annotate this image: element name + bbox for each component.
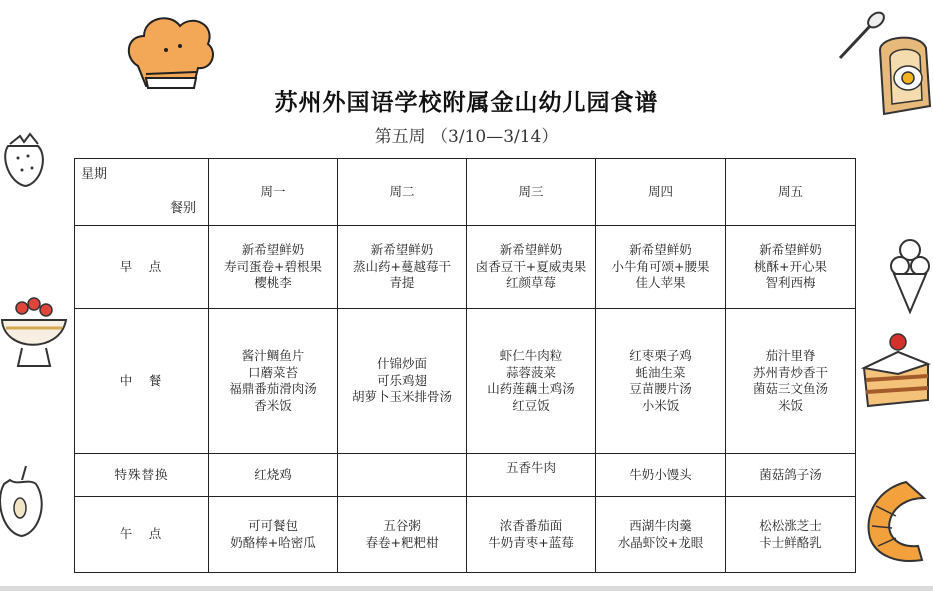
dish-item: 水晶虾饺+龙眼 [617, 534, 704, 550]
dish-item: 蒸山药+蔓越莓干 [353, 258, 451, 274]
menu-table [74, 158, 856, 573]
dish-item: 山药莲藕土鸡汤 [487, 381, 575, 396]
menu-cell [338, 309, 467, 454]
day-header-fri: 周五 [726, 159, 856, 226]
dish-item: 豆苗腰片汤 [629, 381, 692, 396]
menu-cell [726, 309, 856, 454]
meal-label-breakfast: 早 点 [75, 226, 209, 309]
day-header-thu: 周四 [596, 159, 726, 226]
dish-item: 佳人苹果 [635, 275, 686, 291]
menu-cell [726, 497, 856, 573]
dish-item: 青提 [389, 275, 415, 291]
meal-label-lunch: 中 餐 [75, 309, 209, 454]
menu-cell [596, 226, 726, 309]
dish-item: 奶酪棒+哈密瓜 [230, 534, 316, 550]
menu-cell [596, 309, 726, 454]
dish-item: 红颜草莓 [505, 275, 556, 291]
corner-cell [75, 159, 209, 226]
dish-item: 什锦炒面 [376, 356, 427, 372]
dish-item: 酱汁鲷鱼片 [241, 348, 305, 363]
dish-item: 红豆饭 [512, 397, 550, 413]
dish-item: 福鼎番茄滑肉汤 [229, 381, 317, 396]
dish-item: 春卷+粑粑柑 [365, 534, 439, 550]
cake-icon [858, 330, 933, 412]
page-title: 苏州外国语学校附属金山幼儿园食谱 [274, 89, 659, 116]
dish-item: 口蘑菜苔 [247, 364, 298, 380]
menu-cell [338, 226, 467, 309]
dish-item: 卡士鲜酪乳 [759, 534, 822, 550]
ice-cream-icon [888, 236, 933, 316]
menu-cell [209, 454, 338, 497]
day-header-mon: 周一 [209, 159, 338, 226]
chef-hat-icon [120, 8, 220, 90]
dish-item: 蒜蓉菠菜 [505, 364, 556, 380]
dish-item: 智利西梅 [765, 275, 816, 291]
dish-item: 樱桃李 [254, 275, 292, 291]
dish-item: 小牛角可颂+腰果 [611, 258, 710, 274]
fruit-bowl-icon [0, 292, 70, 372]
menu-cell [467, 454, 596, 497]
dish-item: 小米饭 [641, 397, 680, 413]
menu-cell [596, 454, 726, 497]
week-subtitle: 第五周 （3/10—3/14） [374, 127, 559, 147]
dish-item: 可可餐包 [247, 518, 298, 533]
table-row [75, 497, 856, 573]
menu-cell [726, 454, 856, 497]
table-row [75, 226, 856, 309]
meal-label-special: 特殊替换 [75, 454, 209, 497]
menu-cell [338, 454, 467, 497]
menu-cell [209, 309, 338, 454]
dish-item: 桃酥+开心果 [754, 258, 827, 274]
table-row [75, 454, 856, 497]
menu-cell [467, 497, 596, 573]
dish-item: 茄汁里脊 [765, 348, 816, 363]
dish-item: 新希望鲜奶 [241, 242, 305, 258]
day-header-tue: 周二 [338, 159, 467, 226]
dish-item: 新希望鲜奶 [499, 242, 563, 258]
menu-cell [726, 226, 856, 309]
dish-item: 菌菇鸽子汤 [759, 466, 822, 482]
dish-item: 苏州青炒香干 [752, 364, 828, 380]
dish-item: 牛奶小馒头 [629, 466, 692, 482]
dish-item: 卤香豆干+夏威夷果 [475, 258, 587, 274]
menu-cell [209, 226, 338, 309]
dish-item: 西湖牛肉羹 [629, 518, 692, 533]
dish-item: 可乐鸡翅 [376, 372, 427, 388]
corner-meal-label: 餐别 [169, 200, 196, 216]
dish-item: 牛奶青枣+蓝莓 [488, 534, 574, 550]
croissant-icon [862, 476, 933, 568]
dish-item: 红烧鸡 [254, 466, 292, 482]
table-header-row [75, 159, 856, 226]
dish-item: 胡萝卜玉米排骨汤 [351, 389, 452, 405]
menu-cell [467, 309, 596, 454]
meal-label-snack: 午 点 [75, 497, 209, 573]
dish-item: 虾仁牛肉粒 [499, 348, 563, 363]
dish-item: 浓香番茄面 [499, 518, 563, 533]
menu-cell [596, 497, 726, 573]
menu-cell [209, 497, 338, 573]
dish-item: 菌菇三文鱼汤 [752, 381, 828, 396]
dish-item: 五谷粥 [383, 518, 421, 533]
apple-icon [0, 462, 46, 542]
menu-cell [338, 497, 467, 573]
dish-item: 红枣栗子鸡 [629, 348, 692, 363]
dish-item: 寿司蛋卷+碧根果 [224, 258, 322, 274]
bottom-edge [0, 586, 933, 591]
dish-item: 米饭 [777, 397, 803, 413]
dish-item: 五香牛肉 [505, 460, 556, 475]
menu-cell [467, 226, 596, 309]
dish-item: 蚝油生菜 [635, 364, 686, 380]
dish-item: 新希望鲜奶 [629, 242, 692, 258]
dish-item: 新希望鲜奶 [759, 242, 822, 258]
dish-item: 松松涨芝士 [759, 518, 822, 533]
table-row [75, 309, 856, 454]
dish-item: 香米饭 [254, 397, 292, 413]
corner-week-label: 星期 [81, 167, 108, 182]
day-header-wed: 周三 [467, 159, 596, 226]
dish-item: 新希望鲜奶 [370, 242, 434, 258]
